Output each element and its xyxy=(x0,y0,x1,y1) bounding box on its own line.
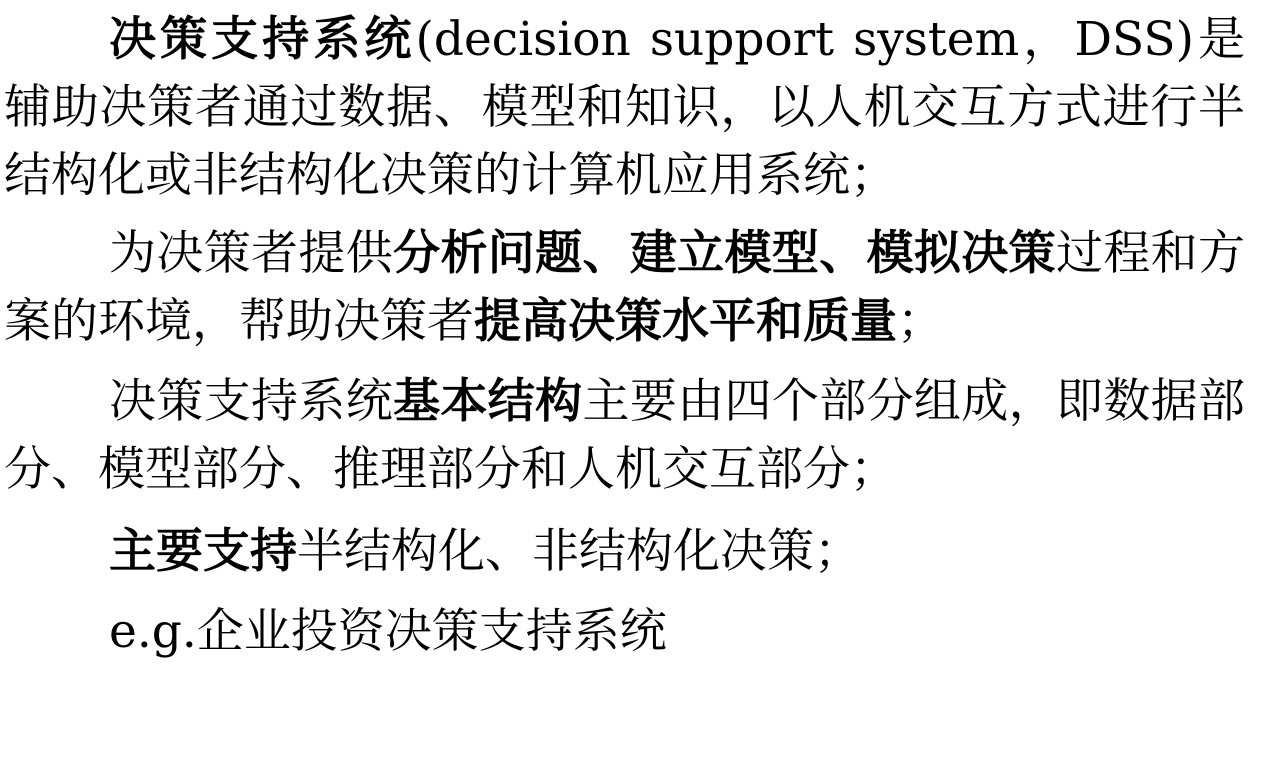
structure-description: 主要由四个部分组成，即数据部分、模型部分、推理部分和人机交互部分； xyxy=(4,374,1246,497)
paragraph-dss-purpose xyxy=(4,220,1245,356)
example-text: e.g.企业投资决策支持系统 xyxy=(109,604,667,659)
paragraph-dss-structure xyxy=(4,368,1245,504)
purpose-intro-text: 为决策者提供 xyxy=(109,226,394,281)
paragraph-example xyxy=(4,598,1245,666)
term-main-support: 主要支持 xyxy=(109,524,297,579)
purpose-functions: 分析问题、建立模型、模拟决策 xyxy=(393,226,1056,281)
term-dss: 决策支持系统 xyxy=(109,12,416,67)
dss-definition-text: (decision support system，DSS)是辅助决策者通过数据、模型和知识，以人机交互方式进行半结构化或非结构化决策的计算机应用系统； xyxy=(4,12,1245,203)
term-basic-structure: 基本结构 xyxy=(393,374,583,429)
paragraph-dss-support xyxy=(4,518,1245,586)
purpose-end-punct: ； xyxy=(897,294,944,349)
purpose-middle-text: 过程和方案的环境，帮助决策者 xyxy=(4,226,1246,349)
structure-intro-text: 决策支持系统 xyxy=(109,374,394,429)
purpose-goal: 提高决策水平和质量 xyxy=(474,294,897,349)
support-description: 半结构化、非结构化决策； xyxy=(297,524,861,579)
paragraph-dss-definition xyxy=(4,0,1245,210)
